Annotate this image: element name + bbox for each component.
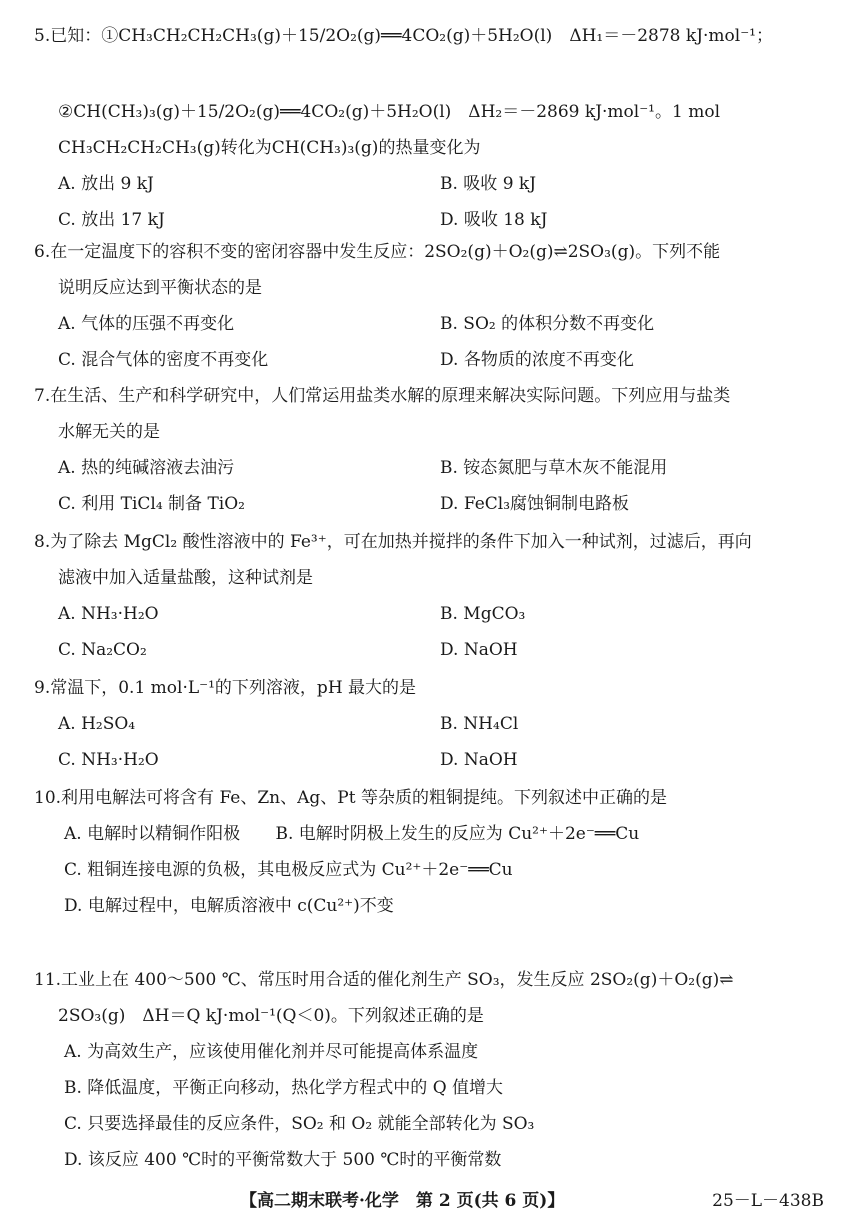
option-d[interactable]: D. 吸收 18 kJ bbox=[440, 210, 548, 230]
question-8-line-1: 8.为了除去 MgCl₂ 酸性溶液中的 Fe³⁺，可在加热并搅拌的条件下加入一种试剂，过滤后，再向 bbox=[34, 532, 752, 552]
option-d[interactable]: D. 该反应 400 ℃时的平衡常数大于 500 ℃时的平衡常数 bbox=[64, 1150, 502, 1170]
options-row bbox=[34, 486, 830, 522]
options-row bbox=[34, 596, 830, 632]
question-6 bbox=[34, 234, 830, 378]
options-row bbox=[34, 306, 830, 342]
question-5-line-3: CH₃CH₂CH₂CH₃(g)转化为CH(CH₃)₃(g)的热量变化为 bbox=[58, 138, 481, 158]
option-d[interactable]: D. FeCl₃腐蚀铜制电路板 bbox=[440, 494, 630, 514]
question-11-line-2: 2SO₃(g) ΔH＝Q kJ·mol⁻¹(Q＜0)。下列叙述正确的是 bbox=[58, 1006, 484, 1026]
option-a[interactable]: A. NH₃·H₂O bbox=[58, 604, 159, 624]
options-row bbox=[34, 450, 830, 486]
option-b[interactable]: B. 降低温度，平衡正向移动，热化学方程式中的 Q 值增大 bbox=[64, 1078, 504, 1098]
question-10 bbox=[34, 780, 830, 924]
option-c[interactable]: C. Na₂CO₂ bbox=[58, 640, 147, 660]
option-b[interactable]: B. 电解时阴极上发生的反应为 Cu²⁺＋2e⁻══Cu bbox=[275, 824, 640, 844]
options-row bbox=[34, 706, 830, 742]
option-b[interactable]: B. 吸收 9 kJ bbox=[440, 174, 537, 194]
option-c[interactable]: C. 粗铜连接电源的负极，其电极反应式为 Cu²⁺＋2e⁻══Cu bbox=[64, 860, 513, 880]
option-c[interactable]: C. 放出 17 kJ bbox=[58, 210, 165, 230]
options-row bbox=[34, 202, 830, 238]
question-11 bbox=[34, 962, 830, 1178]
question-11-line-1: 11.工业上在 400～500 ℃、常压时用合适的催化剂生产 SO₃，发生反应 2SO₂(g)＋O₂(g)⇌ bbox=[34, 970, 734, 990]
question-7-line-1: 7.在生活、生产和科学研究中，人们常运用盐类水解的原理来解决实际问题。下列应用与盐类 bbox=[34, 386, 731, 406]
question-5 bbox=[34, 18, 830, 238]
option-b[interactable]: B. SO₂ 的体积分数不再变化 bbox=[440, 314, 655, 334]
options-row bbox=[34, 166, 830, 202]
option-a[interactable]: A. 气体的压强不再变化 bbox=[58, 314, 235, 334]
question-10-line-1: 10.利用电解法可将含有 Fe、Zn、Ag、Pt 等杂质的粗铜提纯。下列叙述中正确的是 bbox=[34, 788, 667, 808]
option-a[interactable]: A. 放出 9 kJ bbox=[58, 174, 154, 194]
option-d[interactable]: D. 电解过程中，电解质溶液中 c(Cu²⁺)不变 bbox=[64, 896, 394, 916]
option-d[interactable]: D. NaOH bbox=[440, 640, 518, 660]
options-row bbox=[34, 342, 830, 378]
page-footer bbox=[0, 1182, 860, 1216]
option-b[interactable]: B. MgCO₃ bbox=[440, 604, 526, 624]
question-5-line-1: 5.已知：①CH₃CH₂CH₂CH₃(g)＋15/2O₂(g)══4CO₂(g)＋5H₂O(l) ΔH₁＝－2878 kJ·mol⁻¹； bbox=[34, 26, 774, 46]
options-row bbox=[34, 742, 830, 778]
option-a[interactable]: A. H₂SO₄ bbox=[58, 714, 136, 734]
question-8 bbox=[34, 524, 830, 668]
question-6-line-2: 说明反应达到平衡状态的是 bbox=[58, 278, 262, 298]
question-9 bbox=[34, 670, 830, 778]
question-7-line-2: 水解无关的是 bbox=[58, 422, 160, 442]
question-7 bbox=[34, 378, 830, 522]
footer-title: 【高二期末联考·化学 第 2 页(共 6 页)】 bbox=[240, 1191, 565, 1211]
option-d[interactable]: D. NaOH bbox=[440, 750, 518, 770]
question-8-line-2: 滤液中加入适量盐酸，这种试剂是 bbox=[58, 568, 313, 588]
option-a[interactable]: A. 为高效生产，应该使用催化剂并尽可能提高体系温度 bbox=[64, 1042, 479, 1062]
option-c[interactable]: C. 混合气体的密度不再变化 bbox=[58, 350, 269, 370]
option-a[interactable]: A. 电解时以精铜作阳极 bbox=[64, 824, 241, 844]
question-5-line-2: ②CH(CH₃)₃(g)＋15/2O₂(g)══4CO₂(g)＋5H₂O(l) ΔH₂＝－2869 kJ·mol⁻¹。1 mol bbox=[58, 102, 721, 122]
question-6-line-1: 6.在一定温度下的容积不变的密闭容器中发生反应：2SO₂(g)＋O₂(g)⇌2SO₃(g)。下列不能 bbox=[34, 242, 721, 262]
option-b[interactable]: B. 铵态氮肥与草木灰不能混用 bbox=[440, 458, 668, 478]
question-9-line-1: 9.常温下，0.1 mol·L⁻¹的下列溶液，pH 最大的是 bbox=[34, 678, 417, 698]
footer-code: 25－L－438B bbox=[712, 1191, 824, 1211]
options-row bbox=[34, 632, 830, 668]
option-d[interactable]: D. 各物质的浓度不再变化 bbox=[440, 350, 634, 370]
option-a[interactable]: A. 热的纯碱溶液去油污 bbox=[58, 458, 235, 478]
option-c[interactable]: C. NH₃·H₂O bbox=[58, 750, 159, 770]
option-c[interactable]: C. 利用 TiCl₄ 制备 TiO₂ bbox=[58, 494, 245, 514]
option-b[interactable]: B. NH₄Cl bbox=[440, 714, 519, 734]
option-c[interactable]: C. 只要选择最佳的反应条件，SO₂ 和 O₂ 就能全部转化为 SO₃ bbox=[64, 1114, 535, 1134]
